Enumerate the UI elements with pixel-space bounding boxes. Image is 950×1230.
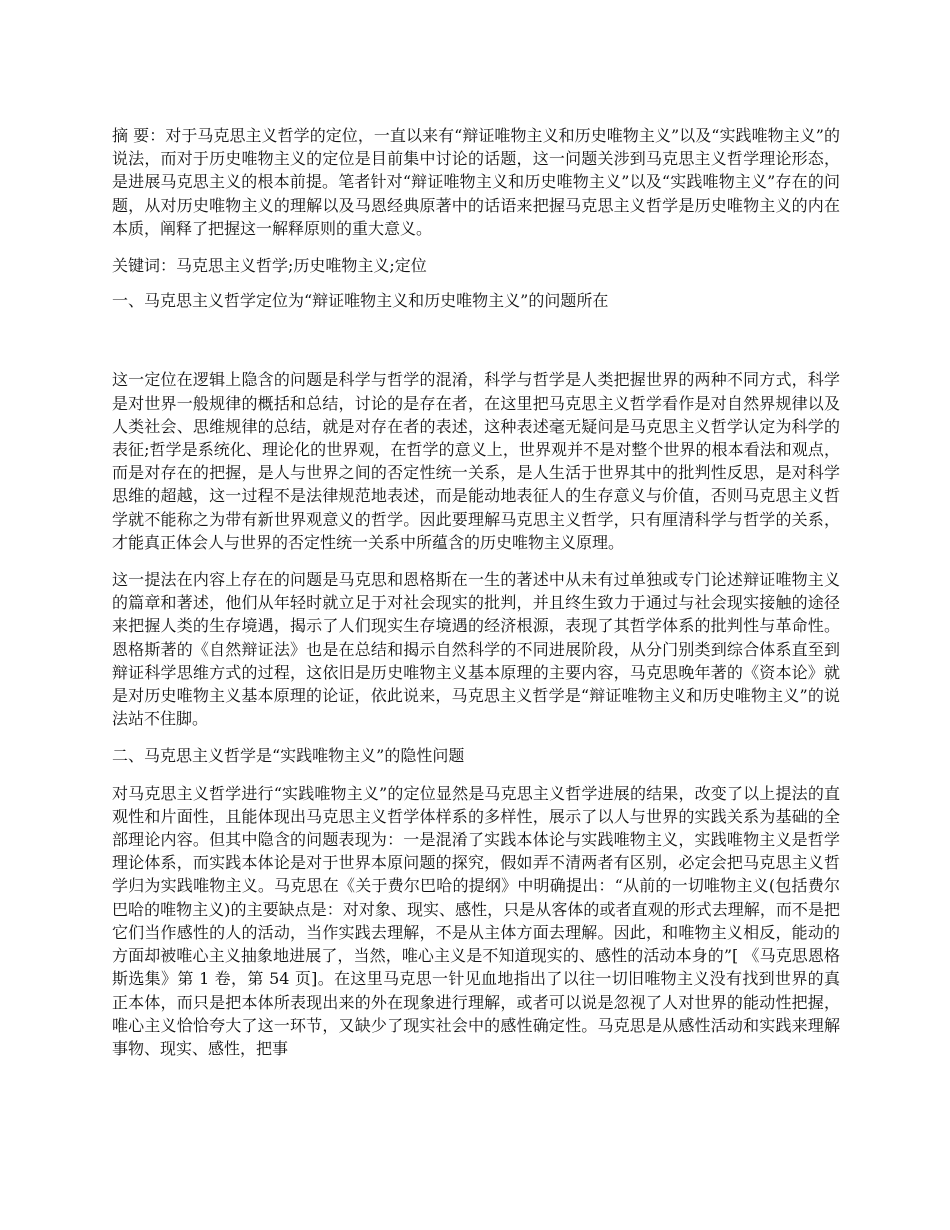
keywords-paragraph [112,254,840,277]
abstract-text: 对于马克思主义哲学的定位，一直以来有“辩证唯物主义和历史唯物主义”以及“实践唯物主义”的说法，而对于历史唯物主义的定位是目前集中讨论的话题，这一问题关涉到马克思主义哲学理论形态，是进展马克思主义的根本前提。笔者针对“辩证唯物主义和历史唯物主义”以及“实践唯物主义”存在的问题，从对历史唯物主义的理解以及马恩经典原著中的话语来把握马克思主义哲学是历史唯物主义的内在本质，阐释了把握这一解释原则的重大意义。 [112,126,840,238]
keywords-text: 马克思主义哲学;历史唯物主义;定位 [176,256,427,276]
section2-paragraph-1: 对马克思主义哲学进行“实践唯物主义”的定位显然是马克思主义哲学进展的结果，改变了以上提法的直观性和片面性，且能体现出马克思主义哲学体样系的多样性，展示了以人与世界的实践关系为基础的全部理论内容。但其中隐含的问题表现为：一是混淆了实践本体论与实践唯物主义，实践唯物主义是哲学理论体系，而实践本体论是对于世界本原问题的探究，假如弄不清两者有区别，必定会把马克思主义哲学归为实践唯物主义。马克思在《关于费尔巴哈的提纲》中明确提出：“从前的一切唯物主义(包括费尔巴哈的唯物主义)的主要缺点是：对对象、现实、感性，只是从客体的或者直观的形式去理解，而不是把它们当作感性的人的活动，当作实践去理解，不是从主体方面去理解。因此，和唯物主义相反，能动的方面却被唯心主义抽象地进展了，当然，唯心主义是不知道现实的、感性的活动本身的”[ 《马克思恩格斯选集》第 1 卷，第 54 页]。在这里马克思一针见血地指出了以往一切旧唯物主义没有找到世界的真正本体，而只是把本体所表现出来的外在现象进行理解，或者可以说是忽视了人对世界的能动性把握，唯心主义恰恰夸大了这一环节，又缺少了现实社会中的感性确定性。马克思是从感性活动和实践来理解事物、现实、感性，把事 [112,783,840,1058]
section1-paragraph-1: 这一定位在逻辑上隐含的问题是科学与哲学的混淆，科学与哲学是人类把握世界的两种不同方式，科学是对世界一般规律的概括和总结，讨论的是存在者，在这里把马克思主义哲学看作是对自然界规律以及人类社会、思维规律的总结，就是对存在者的表述，这种表述毫无疑问是马克思主义哲学认定为科学的表征;哲学是系统化、理论化的世界观，在哲学的意义上，世界观并不是对整个世界的根本看法和观点，而是对存在的把握，是人与世界之间的否定性统一关系，是人生活于世界其中的批判性反思，是对科学思维的超越，这一过程不是法律规范地表述，而是能动地表征人的生存意义与价值，否则马克思主义哲学就不能称之为带有新世界观意义的哲学。因此要理解马克思主义哲学，只有厘清科学与哲学的关系，才能真正体会人与世界的否定性统一关系中所蕴含的历史唯物主义原理。 [112,370,840,552]
section1-heading: 一、马克思主义哲学定位为“辩证唯物主义和历史唯物主义”的问题所在 [112,291,609,311]
abstract-paragraph [112,124,840,240]
section1-paragraph-2: 这一提法在内容上存在的问题是马克思和恩格斯在一生的著述中从未有过单独或专门论述辩证唯物主义的篇章和著述，他们从年轻时就立足于对社会现实的批判，并且终生致力于通过与社会现实接触的途径来把握人类的生存境遇，揭示了人们现实生存境遇的经济根源，表现了其哲学体系的批判性与革命性。恩格斯著的《自然辩证法》也是在总结和揭示自然科学的不同进展阶段，从分门别类到综合体系直至到辩证科学思维方式的过程，这依旧是历史唯物主义基本原理的主要内容，马克思晚年著的《资本论》就是对历史唯物主义基本原理的论证，依此说来，马克思主义哲学是“辩证唯物主义和历史唯物主义”的说法站不住脚。 [112,570,840,729]
document-body [112,124,840,1074]
abstract-label: 摘 要： [112,126,166,145]
keywords-label: 关键词： [112,256,177,276]
section2-heading: 二、马克思主义哲学是“实践唯物主义”的隐性问题 [112,746,465,766]
